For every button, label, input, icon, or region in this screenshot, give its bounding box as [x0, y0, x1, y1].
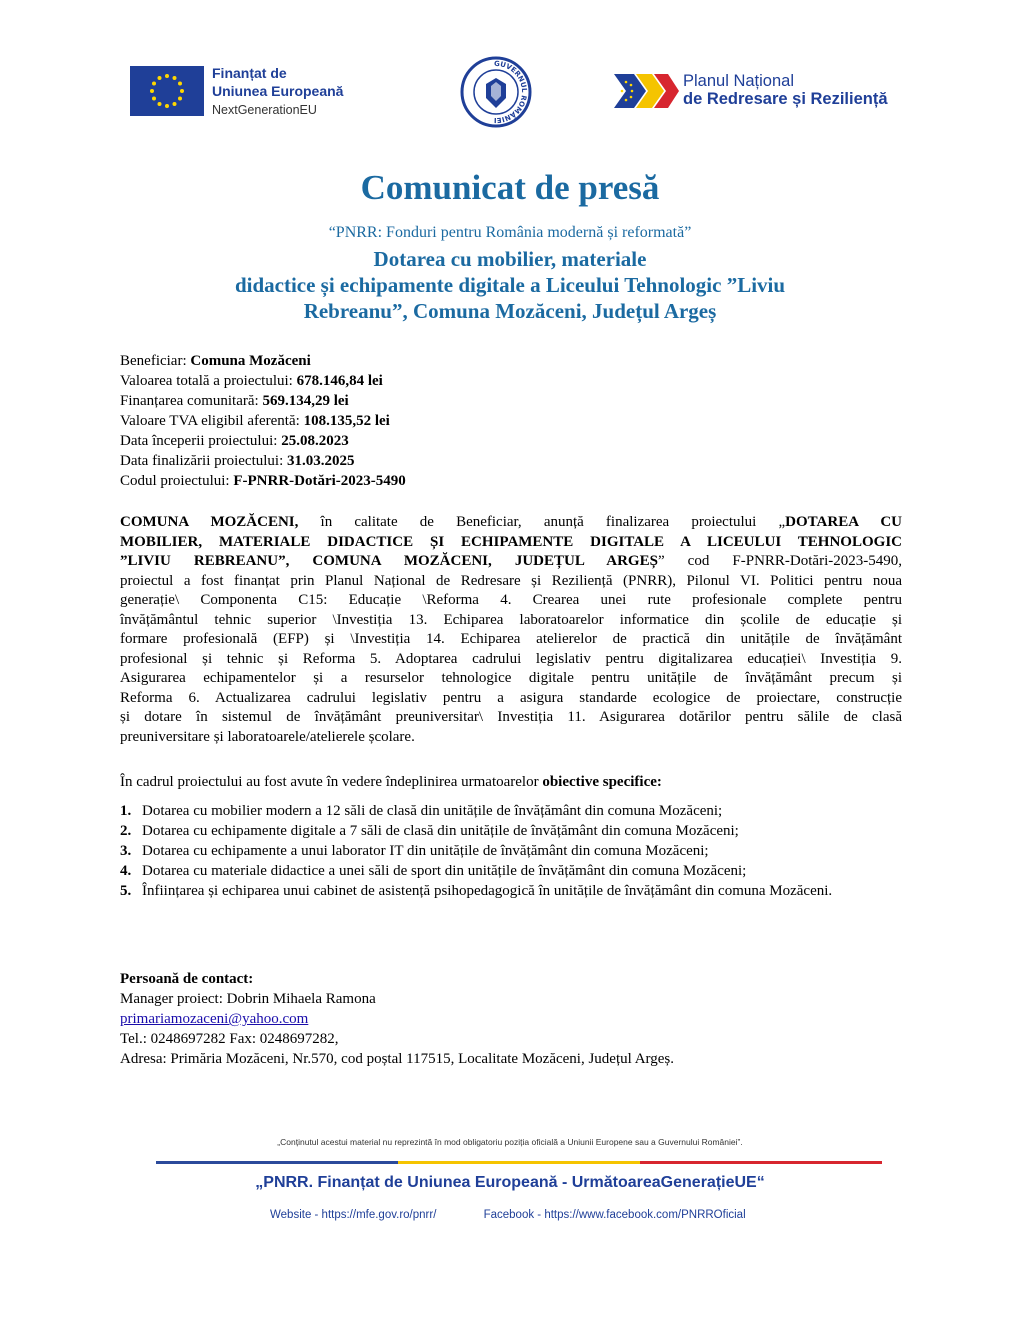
paragraph-line: MOBILIER, MATERIALE DIDACTICE ȘI ECHIPAMENTE DIGITALE A LICEULUI TEHNOLOGIC	[120, 533, 902, 550]
objectives-list	[120, 801, 910, 901]
pnrr-arrow-icon	[612, 72, 680, 110]
paragraph-line: profesional și tehnic și Reforma 5. Adoptarea cadrului legislativ pentru digitalizarea educației\ Investiția 9.	[120, 650, 902, 667]
list-item: 4. Dotarea cu materiale didactice a unei săli de sport din unitățile de învățământ din comuna Mozăceni;	[120, 863, 747, 879]
footer-divider	[156, 1161, 882, 1164]
page-title: Comunicat de presă	[360, 168, 660, 207]
footer-links	[270, 1209, 746, 1221]
paragraph-line: COMUNA MOZĂCENI, în calitate de Beneficiar, anunță finalizarea proiectului „DOTAREA CU	[120, 514, 903, 530]
project-info	[120, 351, 406, 491]
pnrr-logo-line1: Planul Național	[683, 72, 794, 90]
paragraph-line: ”LIVIU REBREANU”, COMUNA MOZĂCENI, JUDEȚUL ARGEȘ” cod F-PNRR-Dotări-2023-5490,	[120, 553, 902, 569]
footer-divider-blue	[156, 1161, 398, 1164]
info-row-tva: Valoare TVA eligibil aferentă: 108.135,52 lei	[120, 413, 390, 429]
eu-logo-line2: Uniunea Europeană	[212, 83, 344, 99]
info-row-data-finalizare: Data finalizării proiectului: 31.03.2025	[120, 453, 355, 469]
info-row-finantare: Finanțarea comunitară: 569.134,29 lei	[120, 393, 349, 409]
footer-divider-red	[640, 1161, 882, 1164]
list-item: 1. Dotarea cu mobilier modern a 12 săli de clasă din unitățile de învățământ din comuna Mozăceni;	[120, 803, 723, 819]
project-title-line2: didactice și echipamente digitale a Liceului Tehnologic ”Liviu	[234, 273, 786, 297]
footer-website-link[interactable]: Website - https://mfe.gov.ro/pnrr/	[270, 1209, 437, 1221]
project-title-line3: Rebreanu”, Comuna Mozăceni, Județul Argeș	[303, 299, 717, 323]
eu-flag-icon	[130, 66, 204, 116]
announcement-paragraph	[120, 513, 902, 747]
contact-phone: Tel.: 0248697282 Fax: 0248697282,	[120, 1031, 339, 1047]
list-item: 5. Înființarea și echiparea unui cabinet de asistență psihopedagogică în unitățile de învățământ din comuna Mozăceni.	[120, 883, 833, 899]
slogan: “PNRR: Fonduri pentru România modernă și reformată”	[328, 224, 692, 241]
footer-facebook-link[interactable]: Facebook - https://www.facebook.com/PNRROficial	[483, 1209, 746, 1221]
objectives-intro: În cadrul proiectului au fost avute în vedere îndeplinirea urmatoarelor obiective specifice:	[120, 774, 662, 790]
eu-logo-line3: NextGenerationEU	[212, 103, 317, 117]
contact-heading: Persoană de contact:	[120, 971, 254, 987]
list-item: 2. Dotarea cu echipamente digitale a 7 săli de clasă din unitățile de învățământ din comuna Mozăceni;	[120, 823, 739, 839]
footer-divider-yellow	[398, 1161, 640, 1164]
paragraph-line: generație\ Componenta C15: Educație \Reforma 4. Crearea unei rute profesionale complete pentru	[120, 592, 902, 608]
footer-slogan: „PNRR. Finanțat de Uniunea Europeană - UrmătoareaGenerațieUE“	[255, 1174, 765, 1191]
info-row-data-incepere: Data începerii proiectului: 25.08.2023	[120, 433, 349, 449]
svg-text:GUVERNUL ROMÂNIEI: GUVERNUL ROMÂNIEI	[493, 59, 529, 125]
pnrr-logo-line2: de Redresare și Reziliență	[683, 90, 888, 108]
eu-funding-logo-text	[212, 64, 343, 119]
paragraph-line: învățământul tehnic superior \Investiția 13. Echiparea laboratoarelor informatice din școlile de educație și	[120, 611, 902, 628]
info-row-valoare-totala: Valoarea totală a proiectului: 678.146,84 lei	[120, 373, 383, 389]
contact-block	[120, 969, 674, 1069]
paragraph-line: Reforma 6. Actualizarea cadrului legislativ pentru a asigura standarde ecologice de proiectare, construcție	[120, 689, 902, 706]
paragraph-line: formare profesională (EFP) și \Investiția 14. Echiparea atelierelor de practică din unitățile de învățământ	[120, 631, 902, 647]
paragraph-line: și dotare în sistemul de învățământ preuniversitar\ Investiția 11. Asigurarea dotărilor pentru sălile de clasă	[120, 709, 902, 725]
project-title-line1: Dotarea cu mobilier, materiale	[373, 247, 647, 271]
contact-manager: Manager proiect: Dobrin Mihaela Ramona	[120, 991, 376, 1007]
project-title	[160, 246, 860, 324]
eu-logo-line1: Finanțat de	[212, 65, 287, 81]
guvernul-romaniei-seal-icon	[460, 56, 532, 128]
pnrr-logo-text	[683, 72, 888, 108]
list-item: 3. Dotarea cu echipamente a unui laborator IT din unitățile de învățământ din comuna Mozăceni;	[120, 843, 709, 859]
paragraph-line: preuniversitare și laboratoarele/atelierele școlare.	[120, 728, 415, 745]
info-row-cod-proiect: Codul proiectului: F-PNRR-Dotări-2023-5490	[120, 473, 406, 489]
paragraph-line: proiectul a fost finanțat prin Planul Național de Redresare și Reziliență (PNRR), Pilonul VI. Politici pentru noua	[120, 572, 902, 589]
paragraph-line: Asigurarea echipamentelor și a resurselor tehnologice digitale pentru unitățile de învățământ precum și	[120, 670, 902, 686]
info-row-beneficiar: Beneficiar: Comuna Mozăceni	[120, 353, 311, 369]
footer-disclaimer: „Conținutul acestui material nu reprezintă în mod obligatoriu poziția oficială a Uniunii Europene sau a Guvernului României”.	[277, 1137, 743, 1147]
contact-email-link[interactable]: primariamozaceni@yahoo.com	[120, 1011, 309, 1027]
contact-address: Adresa: Primăria Mozăceni, Nr.570, cod poștal 117515, Localitate Mozăceni, Județul Argeș.	[120, 1051, 675, 1067]
